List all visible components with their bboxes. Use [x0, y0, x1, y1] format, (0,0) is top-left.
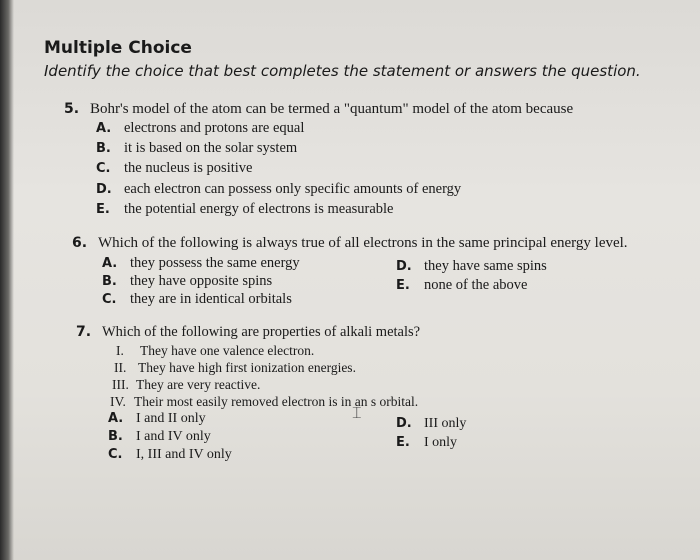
- question-text: Which of the following is always true of all electrons in the same principal energy level.: [98, 235, 628, 251]
- option-text: each electron can possess only specific amounts of energy: [124, 181, 462, 197]
- option-text: they are in identical orbitals: [130, 291, 292, 307]
- q7-statement-ii: [114, 360, 356, 376]
- section-title: Multiple Choice: [44, 38, 192, 58]
- option-letter: C.: [108, 447, 123, 462]
- option-text: they possess the same energy: [130, 255, 300, 271]
- statement-numeral: I.: [116, 343, 124, 358]
- statement-text: They are very reactive.: [136, 377, 261, 392]
- statement-text: They have one valence electron.: [140, 343, 315, 358]
- text-cursor-icon: ⌶: [352, 405, 362, 422]
- q7-statement-iii: [112, 377, 260, 393]
- q5-option-d[interactable]: [96, 181, 461, 198]
- option-text: the potential energy of electrons is measurable: [124, 201, 394, 217]
- statement-numeral: III.: [112, 377, 129, 392]
- option-letter: D.: [96, 182, 112, 197]
- option-letter: C.: [102, 292, 117, 307]
- statement-numeral: IV.: [110, 394, 126, 409]
- q7-option-d[interactable]: [396, 416, 466, 432]
- option-letter: B.: [102, 274, 117, 289]
- option-letter: A.: [108, 411, 124, 426]
- option-letter: D.: [396, 259, 412, 274]
- option-text: none of the above: [424, 277, 528, 293]
- q7-statement-iv: [110, 394, 418, 410]
- question-text: Bohr's model of the atom can be termed a "quantum" model of the atom because: [90, 101, 574, 117]
- option-text: III only: [424, 416, 467, 431]
- q6-option-a[interactable]: [102, 255, 300, 272]
- option-text: I and II only: [136, 411, 206, 426]
- question-6-stem: [72, 235, 628, 252]
- photo-edge-shadow: [0, 0, 14, 560]
- question-text: Which of the following are properties of alkali metals?: [102, 324, 421, 340]
- option-text: electrons and protons are equal: [124, 120, 305, 136]
- option-text: I and IV only: [136, 429, 211, 444]
- option-letter: A.: [102, 256, 118, 271]
- option-letter: D.: [396, 416, 412, 431]
- question-number: 6.: [72, 235, 88, 251]
- q7-option-c[interactable]: [108, 447, 232, 463]
- option-text: they have same spins: [424, 258, 547, 274]
- option-text: it is based on the solar system: [124, 140, 298, 156]
- option-letter: A.: [96, 121, 112, 136]
- option-text: they have opposite spins: [130, 273, 273, 289]
- q6-option-c[interactable]: [102, 291, 292, 308]
- option-letter: B.: [108, 429, 123, 444]
- option-letter: E.: [396, 435, 410, 450]
- statement-numeral: II.: [114, 360, 127, 375]
- q7-statement-i: [116, 343, 314, 359]
- q6-option-e[interactable]: [396, 277, 527, 294]
- question-number: 5.: [64, 101, 80, 117]
- option-letter: E.: [396, 278, 410, 293]
- statement-text: Their most easily removed electron is in an s orbital.: [134, 394, 419, 409]
- q5-option-c[interactable]: [96, 160, 252, 177]
- statement-text: They have high first ionization energies.: [138, 360, 356, 375]
- option-letter: B.: [96, 141, 111, 156]
- q7-option-b[interactable]: [108, 429, 211, 445]
- section-instructions: Identify the choice that best completes the statement or answers the question.: [44, 62, 641, 80]
- option-text: the nucleus is positive: [124, 160, 253, 176]
- question-5-stem: [64, 101, 573, 118]
- q5-option-a[interactable]: [96, 120, 304, 137]
- option-letter: E.: [96, 202, 110, 217]
- option-letter: C.: [96, 161, 111, 176]
- option-text: I, III and IV only: [136, 447, 232, 462]
- question-7-stem: [76, 324, 420, 341]
- q5-option-e[interactable]: [96, 201, 394, 218]
- q7-option-a[interactable]: [108, 411, 206, 427]
- question-number: 7.: [76, 324, 92, 340]
- option-text: I only: [424, 435, 458, 450]
- q6-option-b[interactable]: [102, 273, 272, 290]
- q7-option-e[interactable]: [396, 435, 457, 451]
- q6-option-d[interactable]: [396, 258, 547, 275]
- q5-option-b[interactable]: [96, 140, 297, 157]
